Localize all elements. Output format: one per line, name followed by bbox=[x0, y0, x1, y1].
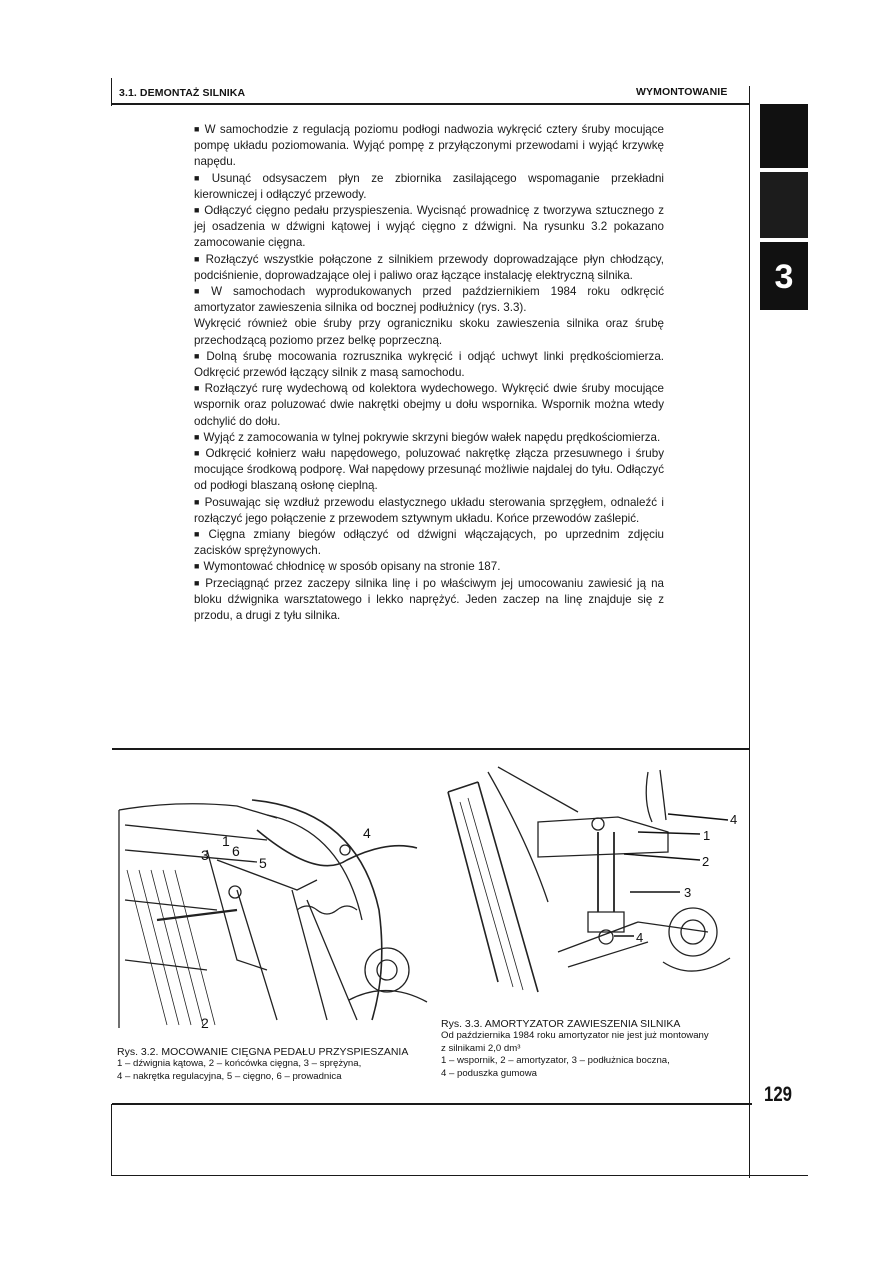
body-paragraph: ■ Wyjąć z zamocowania w tylnej pokrywie skrzyni biegów wałek napędu prędkościomierza. bbox=[194, 430, 664, 446]
fig-right-mount bbox=[669, 908, 717, 956]
chapter-tab-number: 3 bbox=[760, 242, 808, 310]
footer-rule bbox=[112, 1103, 752, 1105]
fig-right-cable bbox=[646, 770, 666, 822]
fig-left-mount bbox=[365, 948, 409, 992]
footer-bottom-rule bbox=[112, 1175, 808, 1176]
figure-3-2-drawing bbox=[117, 770, 429, 1032]
figure-3-3-caption bbox=[441, 1018, 746, 1080]
body-paragraph: ■ Odłączyć cięgno pedału przyspieszenia. Wycisnąć prowadnicę z tworzywa sztucznego z jej osadzenia w dźwigni kątowej i wyjąć cięgno z dźwigni. Na rysunku 3.2 pokazano zamocowanie cięgna. bbox=[194, 203, 664, 252]
figure-3-2-legend-line: 1 – dźwignia kątowa, 2 – końcówka cięgna, 3 – sprężyna, bbox=[117, 1058, 362, 1069]
body-paragraph: ■ Wymontować chłodnicę w sposób opisany na stronie 187. bbox=[194, 559, 664, 575]
fig-left-callout-6: 6 bbox=[232, 843, 240, 859]
fig-left-springs bbox=[297, 906, 357, 914]
fig-left-callout-1: 1 bbox=[222, 833, 230, 849]
fig-left-callout-5: 5 bbox=[259, 855, 267, 871]
body-text bbox=[194, 122, 664, 624]
page-number: 129 bbox=[764, 1083, 793, 1106]
body-paragraph: ■ Przeciągnąć przez zaczepy silnika linę i po właściwym jej umocowaniu zawiesić ją na bloku dźwignika warsztatowego i lekko naprężyć. Jeden zaczep na linę znajduje się z przodu, a drugi z tyłu silnika. bbox=[194, 576, 664, 625]
chapter-title: WYMONTOWANIE bbox=[636, 86, 728, 98]
fig-right-callout-3: 3 bbox=[684, 885, 692, 900]
fig-right-longeron bbox=[448, 782, 538, 992]
header-rule bbox=[112, 103, 750, 105]
fig-right-arm bbox=[558, 922, 708, 967]
figure-3-3-legend-line: Od października 1984 roku amortyzator nie jest już montowany bbox=[441, 1030, 709, 1041]
fig-right-beam bbox=[488, 767, 578, 902]
figure-3-3-legend-line: z silnikami 2,0 dm³ bbox=[441, 1042, 521, 1054]
left-margin-rule bbox=[111, 78, 112, 106]
figure-3-2-legend-line: 4 – nakrętka regulacyjna, 5 – cięgno, 6 – prowadnica bbox=[117, 1070, 342, 1082]
figure-3-3-legend-line: 4 – poduszka gumowa bbox=[441, 1067, 537, 1079]
fig-right-callout-4-bottom: 4 bbox=[636, 930, 644, 945]
figure-3-2-caption bbox=[117, 1046, 427, 1083]
fig-right-callout-1: 1 bbox=[703, 828, 711, 843]
thumb-tab-middle bbox=[760, 172, 808, 238]
fig-left-arc2 bbox=[267, 815, 362, 920]
body-paragraph: ■ Cięgna zmiany biegów odłączyć od dźwigni włączających, po uprzednim zdjęciu zacisków sprężynowych. bbox=[194, 527, 664, 559]
body-paragraph: ■ Rozłączyć wszystkie połączone z silnikiem przewody doprowadzające płyn chłodzący, podciśnienie, doprowadzające olej i paliwo oraz łączące instalację elektryczną silnika. bbox=[194, 252, 664, 284]
footer-left-rule bbox=[111, 1104, 112, 1176]
body-paragraph: ■ Dolną śrubę mocowania rozrusznika wykręcić i odjąć uchwyt linki prędkościomierza. Odkręcić przewód łączący silnik z masą samochodu. bbox=[194, 349, 664, 381]
thumb-tab-top bbox=[760, 104, 808, 168]
figure-3-3-title: Rys. 3.3. AMORTYZATOR ZAWIESZENIA SILNIKA bbox=[441, 1018, 681, 1030]
body-paragraph: ■ Odkręcić kołnierz wału napędowego, poluzować nakrętkę złącza przesuwnego i śruby mocujące środkową podporę. Wał napędowy przesunąć możliwie najdalej do tyłu. Odłączyć od podłogi blaszaną osłonę cieplną. bbox=[194, 446, 664, 495]
figure-top-rule bbox=[112, 748, 750, 750]
fig-left-callout-2: 2 bbox=[201, 1015, 209, 1031]
section-header: 3.1. DEMONTAŻ SILNIKA bbox=[119, 87, 246, 99]
body-paragraph: Wykręcić również obie śruby przy ograniczniku skoku zawieszenia silnika oraz śrubę przechodzącą poziomo przez belkę poprzeczną. bbox=[194, 317, 664, 347]
fig-right-bracket bbox=[538, 817, 668, 857]
figure-3-3-legend-line: 1 – wspornik, 2 – amortyzator, 3 – podłużnica boczna, bbox=[441, 1055, 670, 1066]
body-paragraph: ■ W samochodach wyprodukowanych przed październikiem 1984 roku odkręcić amortyzator zawieszenia silnika od bocznej podłużnicy (rys. 3.3). bbox=[194, 284, 664, 316]
fig-left-bulkhead bbox=[119, 804, 277, 818]
fig-left-hatch bbox=[127, 870, 215, 1025]
right-margin-rule bbox=[749, 86, 750, 1178]
body-paragraph: ■ W samochodzie z regulacją poziomu podłogi nadwozia wykręcić cztery śruby mocujące pompę układu poziomowania. Wyjąć pompę z przyłączonymi przewodami i wyjąć krzywkę napędu. bbox=[194, 122, 664, 171]
body-paragraph: ■ Usunąć odsysaczem płyn ze zbiornika zasilającego wspomaganie przekładni kierowniczej i odłączyć przewody. bbox=[194, 171, 664, 203]
body-paragraph: ■ Rozłączyć rurę wydechową od kolektora wydechowego. Wykręcić dwie śruby mocujące wspornik oraz poluzować dwie nakrętki obejmy u dołu wspornika. Wspornik można wtedy odchylić do dołu. bbox=[194, 381, 664, 430]
fig-left-callout-4: 4 bbox=[363, 825, 371, 841]
body-paragraph: ■ Posuwając się wzdłuż przewodu elastycznego układu sterowania sprzęgłem, odnaleźć i rozłączyć jego połączenie z przewodem sztywnym układu. Końce przewodów zaślepić. bbox=[194, 495, 664, 527]
fig-left-callout-3: 3 bbox=[201, 847, 209, 863]
fig-right-mount-base bbox=[663, 958, 730, 971]
figure-3-3-drawing bbox=[438, 762, 743, 1012]
fig-right-callout-4-top: 4 bbox=[730, 812, 738, 827]
figure-3-2-title: Rys. 3.2. MOCOWANIE CIĘGNA PEDAŁU PRZYSPIESZANIA bbox=[117, 1046, 409, 1058]
fig-right-callout-2: 2 bbox=[702, 854, 710, 869]
fig-right-shock bbox=[598, 832, 614, 912]
